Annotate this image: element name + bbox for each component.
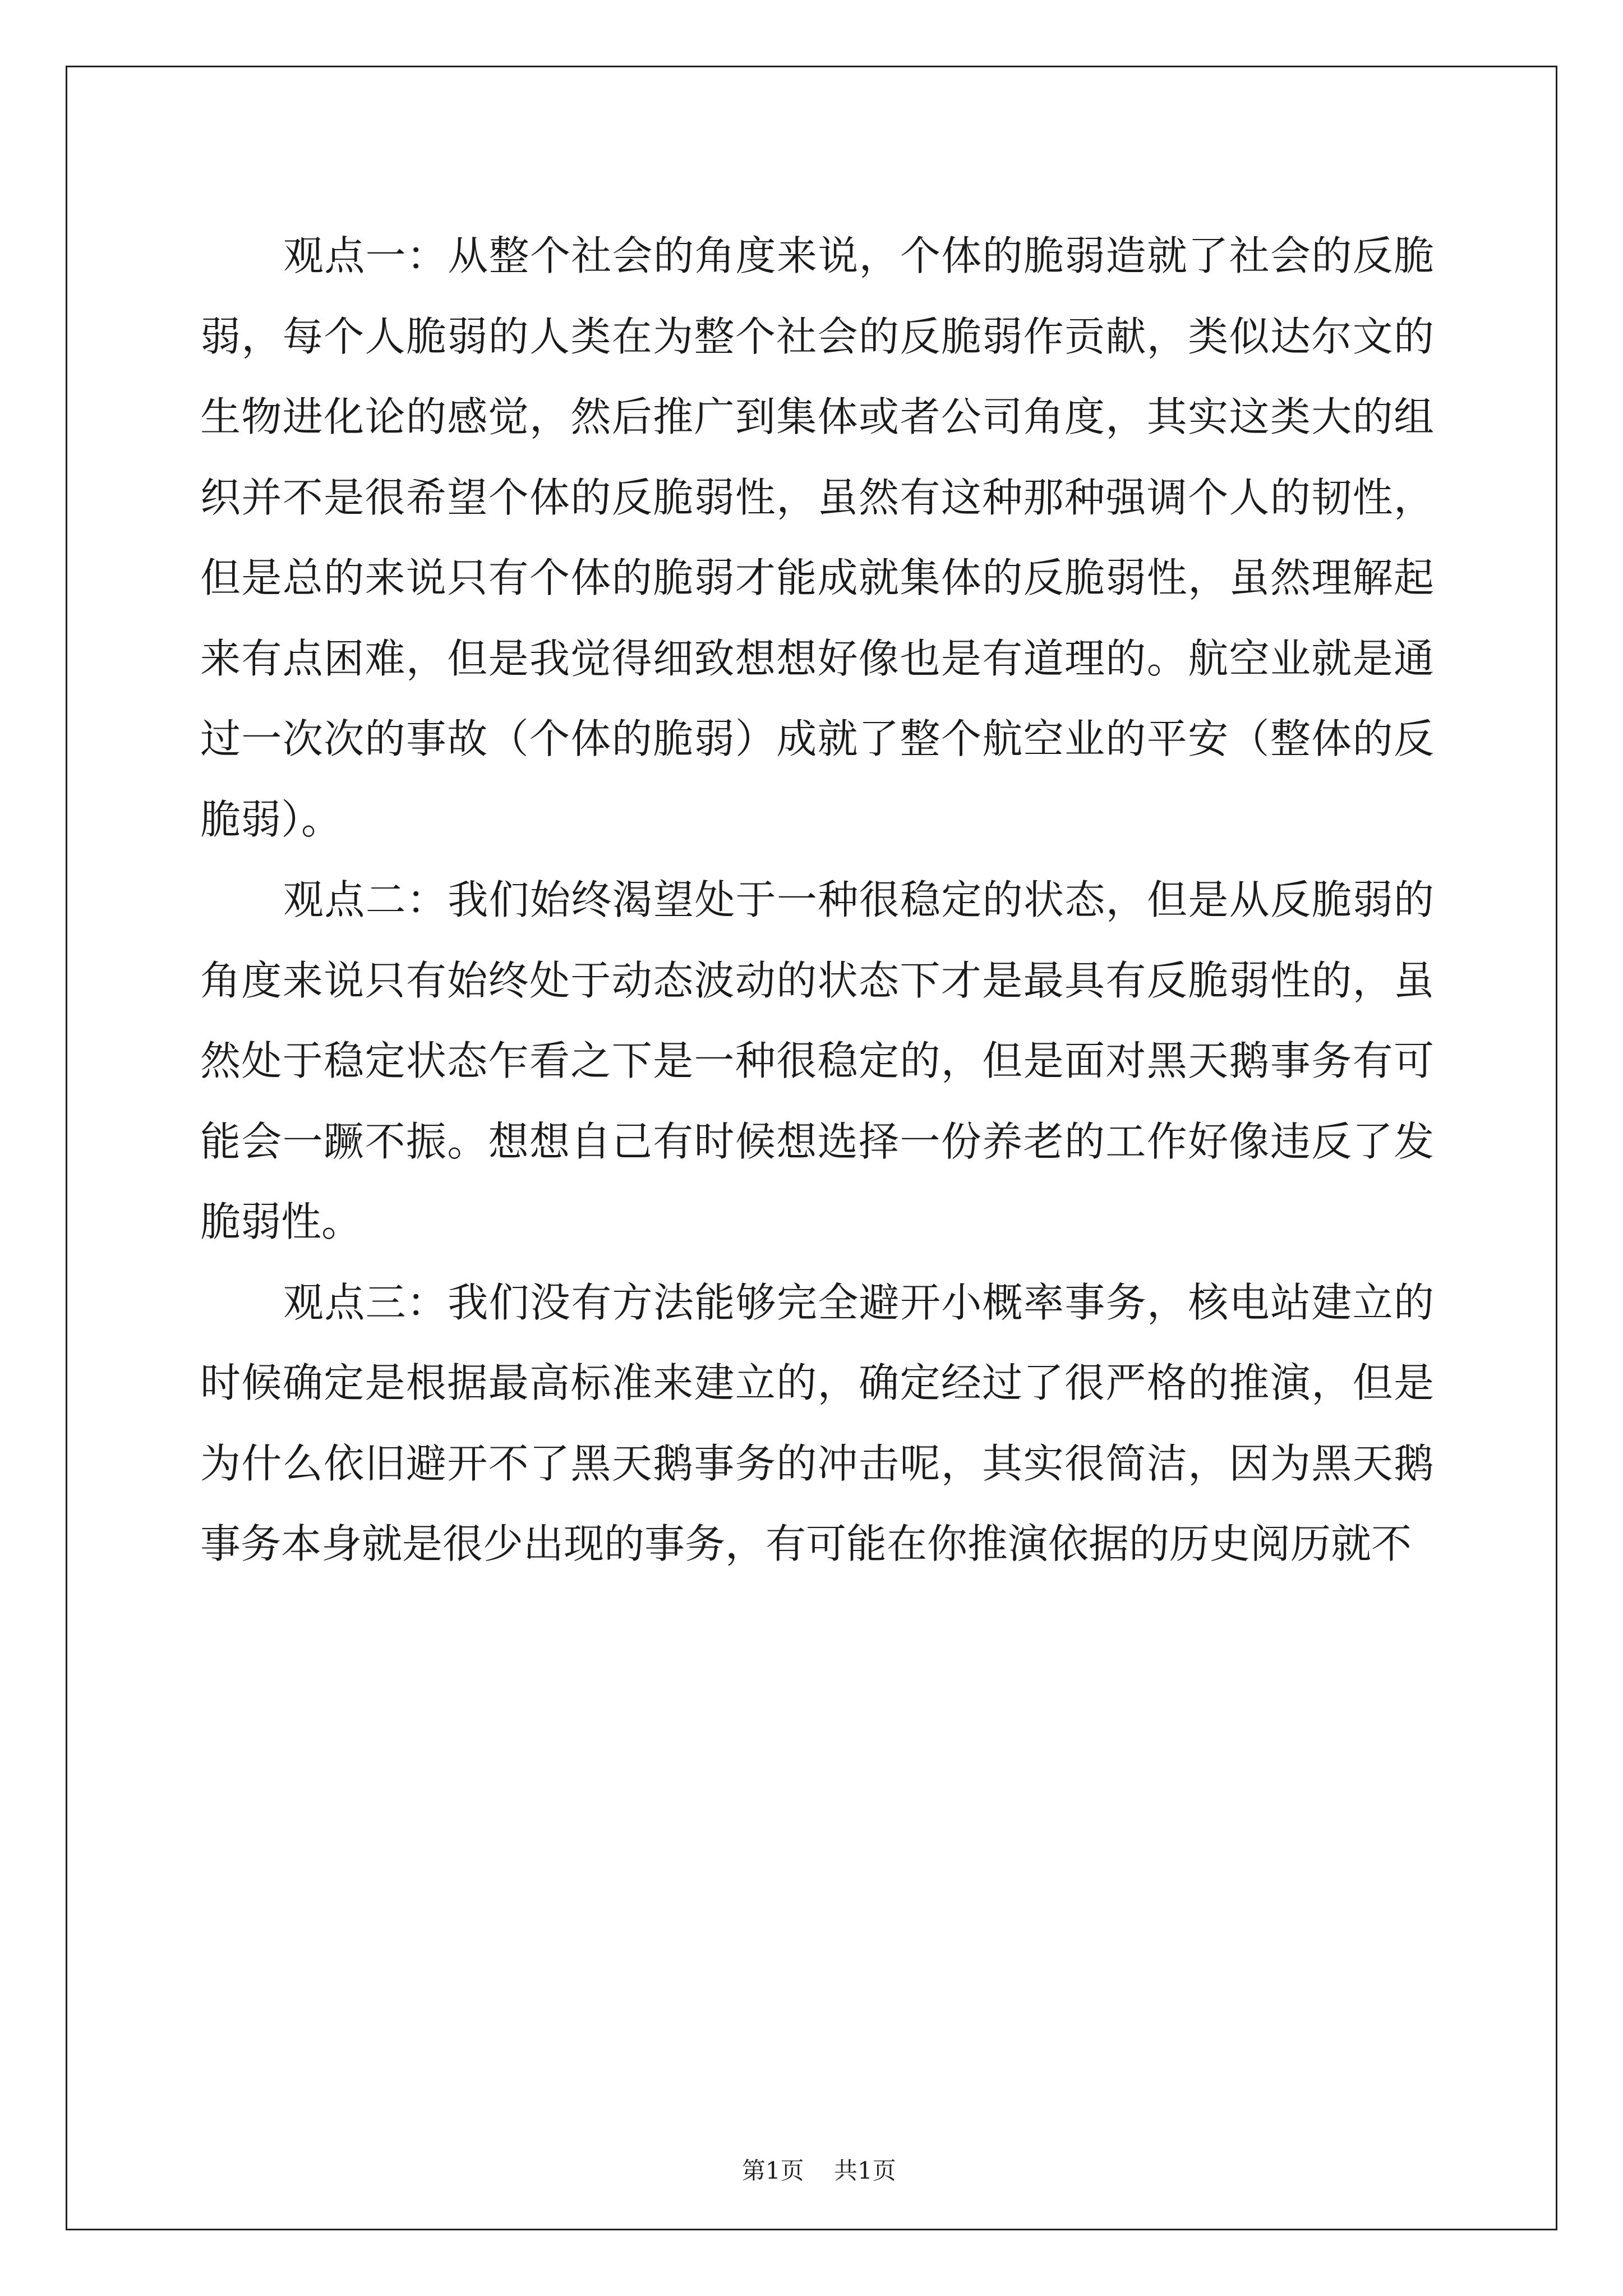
paragraph-viewpoint-two: 观点二：我们始终渴望处于一种很稳定的状态，但是从反脆弱的角度来说只有始终处于动态波动的状态下才是最具有反脆弱性的，虽然处于稳定状态乍看之下是一种很稳定的，但是面对黑天鹅事务有可能会一蹶不振。想想自己有时候想选择一份养老的工作好像违反了发脆弱性。	[200, 876, 1434, 1245]
page-number-label: 第1页 共1页	[741, 2157, 896, 2184]
document-body	[200, 216, 1434, 1585]
paragraph-viewpoint-three: 观点三：我们没有方法能够完全避开小概率事务，核电站建立的时候确定是根据最高标准来建立的，确定经过了很严格的推演，但是为什么依旧避开不了黑天鹅事务的冲击呢，其实很简洁，因为黑天鹅事务本身就是很少出现的事务，有可能在你推演依据的历史阅历就不	[200, 1278, 1434, 1567]
page-footer	[0, 2120, 1623, 2188]
paragraph-viewpoint-one: 观点一：从整个社会的角度来说，个体的脆弱造就了社会的反脆弱，每个人脆弱的人类在为整个社会的反脆弱作贡献，类似达尔文的生物进化论的感觉，然后推广到集体或者公司角度，其实这类大的组织并不是很希望个体的反脆弱性，虽然有这种那种强调个人的韧性，但是总的来说只有个体的脆弱才能成就集体的反脆弱性，虽然理解起来有点困难，但是我觉得细致想想好像也是有道理的。航空业就是通过一次次的事故（个体的脆弱）成就了整个航空业的平安（整体的反脆弱）。	[200, 232, 1434, 843]
